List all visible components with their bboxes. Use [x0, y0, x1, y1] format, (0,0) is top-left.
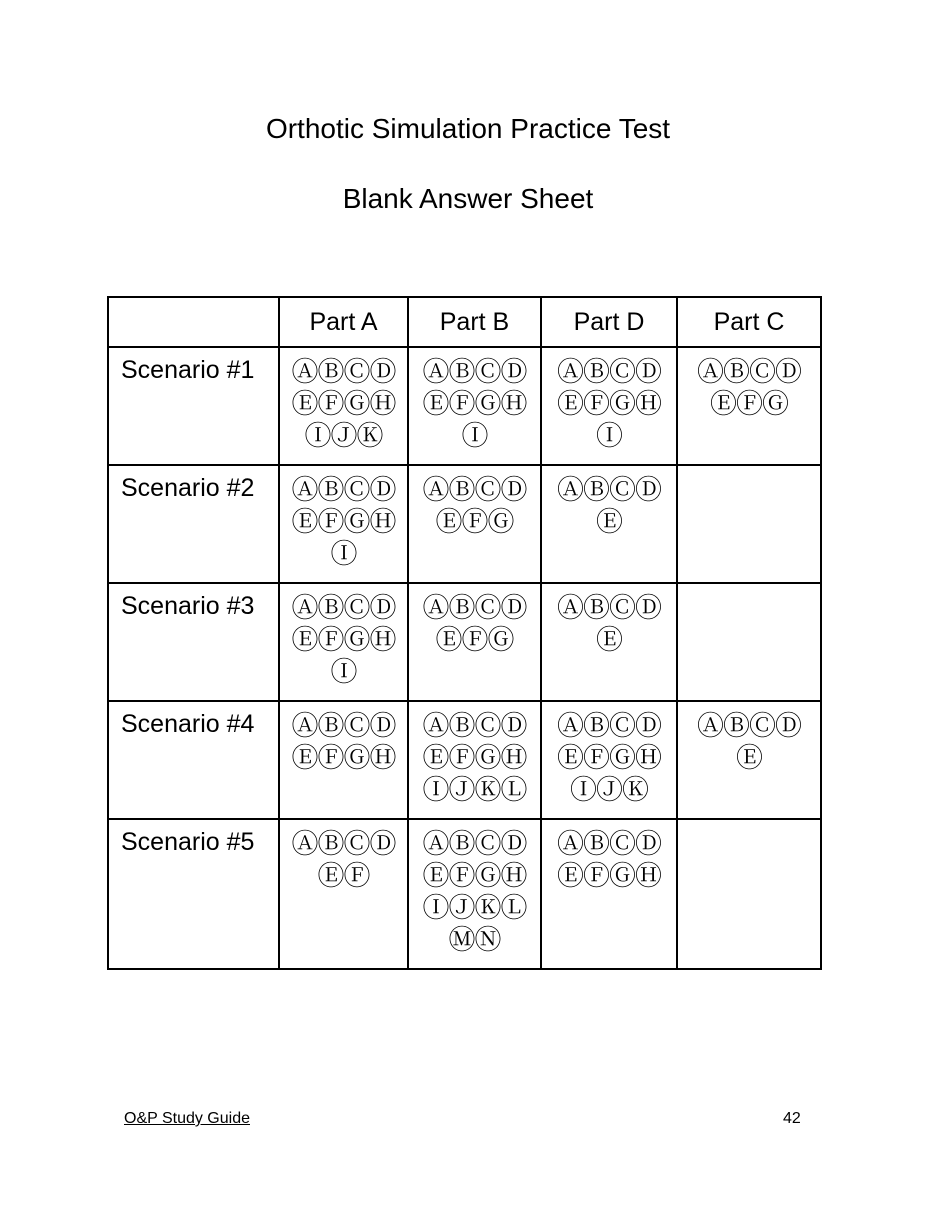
answer-cell-part-c — [677, 583, 821, 701]
answer-bubble-group — [409, 584, 540, 657]
table-row — [108, 701, 821, 819]
table-row — [108, 583, 821, 701]
answer-bubbles[interactable]: ⒶⒷⒸⒹ — [291, 475, 396, 506]
answer-bubbles[interactable]: ⒶⒷⒸⒹ — [697, 711, 801, 742]
answer-cell-part-a — [279, 583, 408, 701]
table-row — [108, 819, 821, 969]
answer-bubbles[interactable]: ⒺⒻⒼⒽ — [291, 507, 396, 538]
answer-bubbles[interactable]: ⒶⒷⒸⒹ — [557, 357, 661, 388]
answer-cell-part-a — [279, 465, 408, 583]
column-header-part-c: Part C — [677, 297, 821, 347]
column-header-part-b: Part B — [408, 297, 541, 347]
answer-cell-part-b — [408, 465, 541, 583]
answer-bubbles[interactable]: ⒶⒷⒸⒹ — [697, 357, 801, 388]
answer-cell-part-d — [541, 583, 677, 701]
answer-bubble-group — [678, 820, 820, 829]
answer-cell-part-c — [677, 701, 821, 819]
answer-bubble-group — [409, 348, 540, 453]
answer-bubbles[interactable]: ⒺⒻⒼⒽ — [557, 861, 661, 892]
answer-bubble-group — [542, 348, 676, 453]
answer-bubbles[interactable]: ⒶⒷⒸⒹ — [422, 829, 527, 860]
answer-bubbles[interactable]: ⒶⒷⒸⒹ — [422, 711, 527, 742]
answer-bubbles[interactable]: ⒺⒻⒼⒽ — [291, 743, 396, 774]
answer-bubble-group — [678, 702, 820, 775]
answer-cell-part-c — [677, 819, 821, 969]
table-row — [108, 347, 821, 465]
scenario-label: Scenario #4 — [108, 701, 279, 819]
answer-bubble-group — [409, 702, 540, 807]
corner-cell — [108, 297, 279, 347]
page-number: 42 — [783, 1110, 801, 1127]
scenario-label: Scenario #5 — [108, 819, 279, 969]
answer-bubbles[interactable]: ⒺⒻⒼⒽ — [291, 389, 396, 420]
answer-sheet-table — [107, 296, 822, 970]
answer-bubbles[interactable]: ⒶⒷⒸⒹ — [422, 593, 527, 624]
answer-bubbles[interactable]: ⒺⒻⒼ — [710, 389, 788, 420]
answer-bubbles[interactable]: Ⓘ — [330, 539, 357, 570]
answer-bubble-group — [280, 584, 407, 689]
answer-bubbles[interactable]: ⒾⒿⓀⓁ — [422, 893, 527, 924]
answer-cell-part-b — [408, 347, 541, 465]
answer-bubbles[interactable]: ⒺⒻⒼ — [435, 507, 514, 538]
answer-bubbles[interactable]: ⒶⒷⒸⒹ — [557, 475, 661, 506]
answer-bubbles[interactable]: ⒶⒷⒸⒹ — [291, 829, 396, 860]
answer-bubble-group — [409, 820, 540, 957]
answer-cell-part-b — [408, 583, 541, 701]
answer-cell-part-c — [677, 465, 821, 583]
answer-bubble-group — [280, 466, 407, 571]
answer-bubble-group — [542, 584, 676, 657]
answer-bubbles[interactable]: ⒶⒷⒸⒹ — [291, 357, 396, 388]
answer-bubbles[interactable]: Ⓔ — [736, 743, 762, 774]
page-title: Orthotic Simulation Practice Test — [265, 113, 671, 144]
answer-bubbles[interactable]: Ⓔ — [596, 507, 622, 538]
answer-bubbles[interactable]: Ⓘ — [461, 421, 488, 452]
answer-bubbles[interactable]: ⒺⒻⒼ — [435, 625, 514, 656]
table-body — [108, 347, 821, 969]
column-header-part-a: Part A — [279, 297, 408, 347]
answer-bubbles[interactable]: ⒾⒿⓀ — [570, 775, 648, 806]
answer-bubbles[interactable]: ⒺⒻⒼⒽ — [422, 861, 527, 892]
answer-cell-part-d — [541, 819, 677, 969]
answer-cell-part-b — [408, 819, 541, 969]
answer-cell-part-d — [541, 465, 677, 583]
answer-bubbles[interactable]: ⒶⒷⒸⒹ — [557, 829, 661, 860]
answer-cell-part-a — [279, 701, 408, 819]
answer-cell-part-a — [279, 347, 408, 465]
answer-bubble-group — [542, 702, 676, 807]
scenario-label: Scenario #2 — [108, 465, 279, 583]
answer-bubbles[interactable]: ⒶⒷⒸⒹ — [422, 357, 527, 388]
answer-bubbles[interactable]: ⒺⒻⒼⒽ — [557, 389, 661, 420]
answer-bubbles[interactable]: Ⓘ — [330, 657, 357, 688]
answer-cell-part-c — [677, 347, 821, 465]
answer-bubbles[interactable]: ⒺⒻ — [317, 861, 370, 892]
answer-bubbles[interactable]: ⒺⒻⒼⒽ — [422, 743, 527, 774]
answer-bubbles[interactable]: ⓂⓃ — [448, 925, 501, 956]
answer-bubble-group — [542, 820, 676, 893]
answer-bubble-group — [678, 466, 820, 475]
answer-bubble-group — [280, 820, 407, 893]
answer-cell-part-d — [541, 347, 677, 465]
table-row — [108, 465, 821, 583]
answer-bubble-group — [678, 348, 820, 421]
answer-cell-part-a — [279, 819, 408, 969]
table-header-row — [108, 297, 821, 347]
footer-study-guide-label: O&P Study Guide — [124, 1110, 250, 1127]
answer-cell-part-d — [541, 701, 677, 819]
answer-bubbles[interactable]: ⒶⒷⒸⒹ — [557, 711, 661, 742]
column-header-part-d: Part D — [541, 297, 677, 347]
answer-bubbles[interactable]: ⒶⒷⒸⒹ — [291, 593, 396, 624]
answer-bubbles[interactable]: ⒺⒻⒼⒽ — [291, 625, 396, 656]
answer-bubble-group — [678, 584, 820, 593]
answer-bubbles[interactable]: ⒺⒻⒼⒽ — [422, 389, 527, 420]
answer-bubbles[interactable]: ⒾⒿⓀⓁ — [422, 775, 527, 806]
answer-bubbles[interactable]: ⒶⒷⒸⒹ — [291, 711, 396, 742]
answer-bubble-group — [542, 466, 676, 539]
answer-bubbles[interactable]: Ⓔ — [596, 625, 622, 656]
answer-bubbles[interactable]: ⒶⒷⒸⒹ — [422, 475, 527, 506]
answer-bubbles[interactable]: ⒾⒿⓀ — [304, 421, 383, 452]
answer-bubbles[interactable]: Ⓘ — [596, 421, 622, 452]
answer-bubble-group — [280, 702, 407, 775]
answer-bubbles[interactable]: ⒺⒻⒼⒽ — [557, 743, 661, 774]
page-subtitle: Blank Answer Sheet — [342, 183, 594, 214]
answer-bubble-group — [280, 348, 407, 453]
answer-cell-part-b — [408, 701, 541, 819]
scenario-label: Scenario #1 — [108, 347, 279, 465]
answer-bubbles[interactable]: ⒶⒷⒸⒹ — [557, 593, 661, 624]
answer-bubble-group — [409, 466, 540, 539]
scenario-label: Scenario #3 — [108, 583, 279, 701]
